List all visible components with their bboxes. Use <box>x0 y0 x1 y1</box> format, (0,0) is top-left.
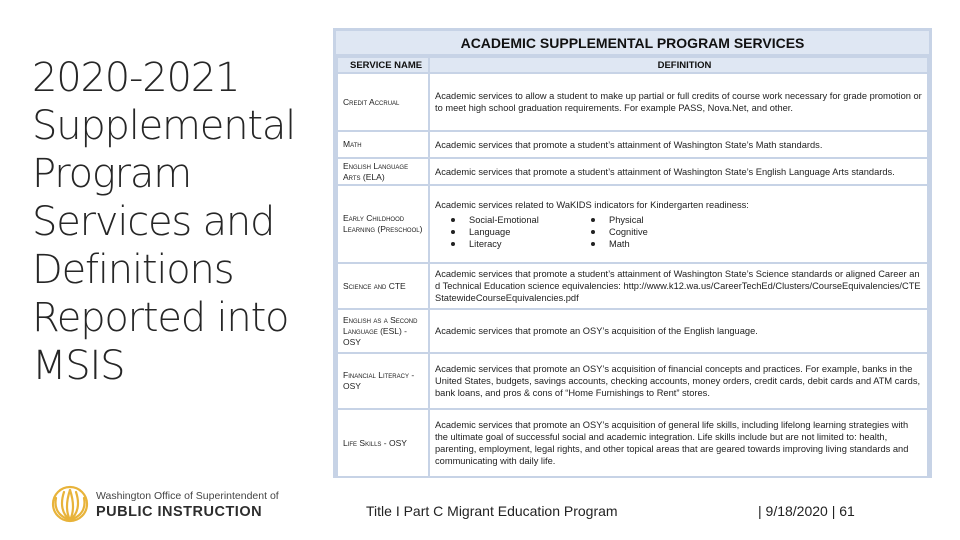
table-row <box>337 263 928 309</box>
services-table <box>333 28 932 478</box>
list-item: Cognitive <box>589 226 729 238</box>
definition-text: Academic services related to WaKIDS indicators for Kindergarten readiness: <box>435 199 749 210</box>
table-banner: ACADEMIC SUPPLEMENTAL PROGRAM SERVICES <box>336 31 929 56</box>
service-name-cell: Credit Accrual <box>337 73 429 131</box>
definition-cell: Academic services that promote an OSY’s acquisition of the English language. <box>429 309 928 353</box>
table-row <box>337 158 928 185</box>
ospi-sun-logo-icon <box>50 484 90 524</box>
footer-date-page: | 9/18/2020 | 61 <box>758 503 855 519</box>
service-name-cell: Math <box>337 131 429 158</box>
logo-line-2: PUBLIC INSTRUCTION <box>96 504 263 520</box>
list-item: Math <box>589 238 729 250</box>
table-row <box>337 409 928 477</box>
definition-cell: Academic services that promote a student’s attainment of Washington State’s Math standards. <box>429 131 928 158</box>
service-name-header: SERVICE NAME <box>337 57 429 73</box>
list-item: Social-Emotional <box>449 214 589 226</box>
bullet-list-right <box>589 214 729 250</box>
services-grid <box>336 56 929 478</box>
list-item: Literacy <box>449 238 589 250</box>
table-row <box>337 185 928 263</box>
service-name-cell: English as a Second Language (ESL) - OSY <box>337 309 429 353</box>
readiness-indicator-lists <box>435 214 922 250</box>
table-row <box>337 131 928 158</box>
definition-cell: Academic services that promote an OSY’s acquisition of general life skills, including lifelong learning strategies with the ultimate goal of successful social and academic integration. Life skills include but are not limited to: health, parenting, employment, legal rights, and other topical areas that are geared towards improving living standards and communicating with daily life. <box>429 409 928 477</box>
definition-cell: Academic services that promote a student’s attainment of Washington State’s Science standards or aligned Career and Technical Education science equivalencies: http://www.k12.wa.us/CareerTechEd/Clusters/CourseEquivalencies/CTEStatewideCourseEquivalencies.pdf <box>429 263 928 309</box>
definition-cell <box>429 185 928 263</box>
service-name-cell: English Language Arts (ELA) <box>337 158 429 185</box>
service-name-cell: Life Skills - OSY <box>337 409 429 477</box>
list-item: Language <box>449 226 589 238</box>
table-row <box>337 73 928 131</box>
service-name-cell: Financial Literacy - OSY <box>337 353 429 409</box>
table-row <box>337 309 928 353</box>
footer-program-name: Title I Part C Migrant Education Program <box>366 503 618 519</box>
logo-line-1: Washington Office of Superintendent of <box>96 490 279 502</box>
definition-cell: Academic services to allow a student to make up partial or full credits of course work necessary for grade promotion or to meet high school graduation requirements. For example PASS, Nova.Net, and other. <box>429 73 928 131</box>
list-item: Physical <box>589 214 729 226</box>
definition-cell: Academic services that promote a student’s attainment of Washington State’s English Language Arts standards. <box>429 158 928 185</box>
service-name-cell: Early Childhood Learning (Preschool) <box>337 185 429 263</box>
definition-header: DEFINITION <box>429 57 928 73</box>
service-name-cell: Science and CTE <box>337 263 429 309</box>
slide-title: 2020-2021 Supplemental Program Services and Definitions Reported into MSIS <box>32 55 296 389</box>
ospi-logo <box>50 484 290 528</box>
definition-cell: Academic services that promote an OSY’s acquisition of financial concepts and practices. For example, banks in the United States, budgets, savings accounts, checking accounts, money orders, credit cards, debit cards and ATM cards, bank loans, and pros & cons of “Home Furnishings to Rent” stores. <box>429 353 928 409</box>
table-row <box>337 353 928 409</box>
table-header-row <box>337 57 928 73</box>
bullet-list-left <box>449 214 589 250</box>
